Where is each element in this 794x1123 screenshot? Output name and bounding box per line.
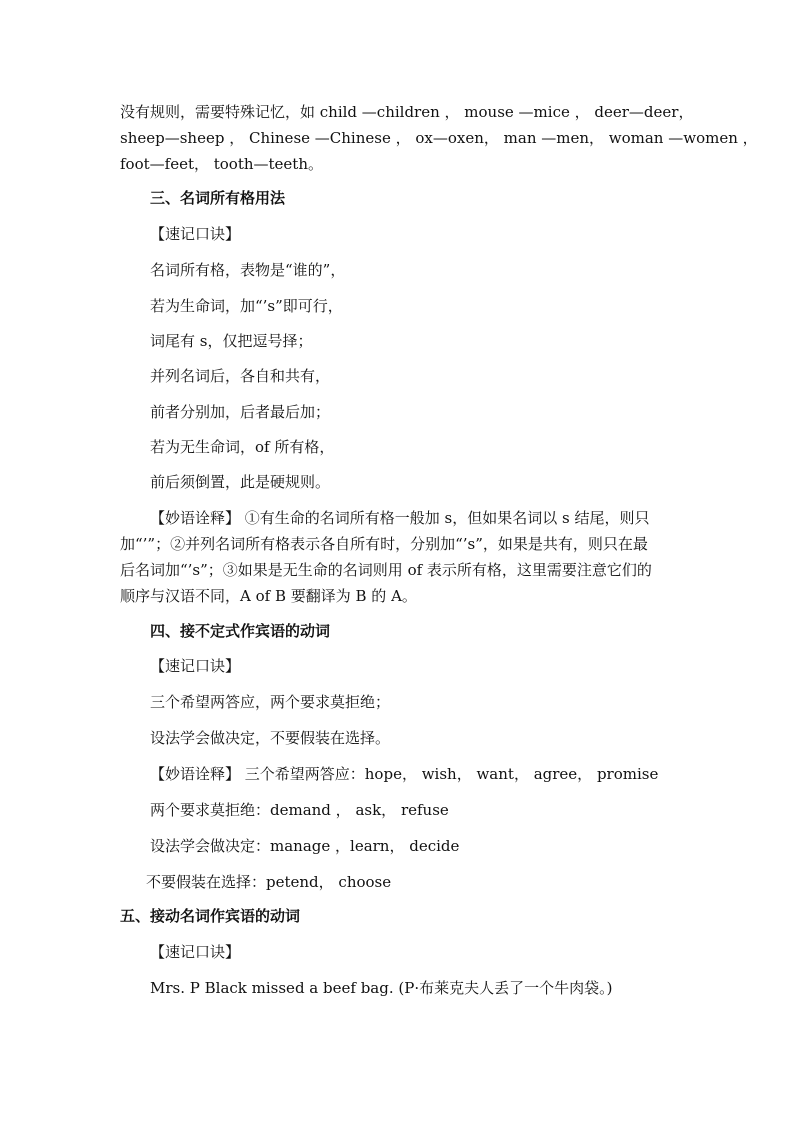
section3-verse-3: 词尾有 s，仅把逗号择； <box>150 332 313 350</box>
section3-verse-4: 并列名词后，各自和共有， <box>150 367 331 385</box>
section4-heading: 四、接不定式作宾语的动词 <box>150 622 331 640</box>
section4-explain-line-1: 【妙语诠释】 三个希望两答应：hope， wish， want， agree， promise <box>150 765 659 783</box>
section4-explain-line-4: 不要假装在选择：petend， choose <box>146 873 392 891</box>
section4-explain-line-2: 两个要求莫拒绝：demand ， ask， refuse <box>150 801 449 819</box>
section3-verse-2: 若为生命词，加“’s”即可行， <box>150 297 343 315</box>
section3-verse-5: 前者分别加，后者最后加； <box>150 403 331 421</box>
section3-verse-7: 前后须倒置，此是硬规则。 <box>150 473 331 491</box>
section3-explain-line-1: 【妙语诠释】 ①有生命的名词所有格一般加 s，但如果名词以 s 结尾，则只 <box>150 509 650 527</box>
section4-verse-1: 三个希望两答应，两个要求莫拒绝； <box>150 693 391 711</box>
intro-line-3: foot—feet， tooth—teeth。 <box>120 155 323 173</box>
section5-mnemonic-label: 【速记口诀】 <box>150 943 241 961</box>
intro-line-1: 没有规则，需要特殊记忆，如 child —children ， mouse —mice ， deer—deer， <box>120 103 694 121</box>
section4-mnemonic-label: 【速记口诀】 <box>150 657 241 675</box>
section3-explain-line-3: 后名词加“’s”；③如果是无生命的名词则用 of 表示所有格，这里需要注意它们的 <box>120 561 652 579</box>
intro-line-2: sheep—sheep ， Chinese —Chinese ， ox—oxen， man —men， woman —women ， <box>120 129 758 147</box>
section3-mnemonic-label: 【速记口诀】 <box>150 225 241 243</box>
section4-verse-2: 设法学会做决定，不要假装在选择。 <box>150 729 391 747</box>
section5-verse: Mrs. P Black missed a beef bag. (P·布莱克夫人丢了一个牛肉袋。) <box>150 979 613 997</box>
section3-verse-6: 若为无生命词，of 所有格， <box>150 438 335 456</box>
section5-heading: 五、接动名词作宾语的动词 <box>120 907 301 925</box>
section3-verse-1: 名词所有格，表物是“谁的”， <box>150 261 346 279</box>
section4-explain-line-3: 设法学会做决定：manage ，learn， decide <box>150 837 460 855</box>
section3-explain-line-4: 顺序与汉语不同，A of B 要翻译为 B 的 A。 <box>120 587 417 605</box>
section3-explain-line-2: 加“’”；②并列名词所有格表示各自所有时，分别加“’s”，如果是共有，则只在最 <box>120 535 648 553</box>
section3-heading: 三、名词所有格用法 <box>150 189 286 207</box>
